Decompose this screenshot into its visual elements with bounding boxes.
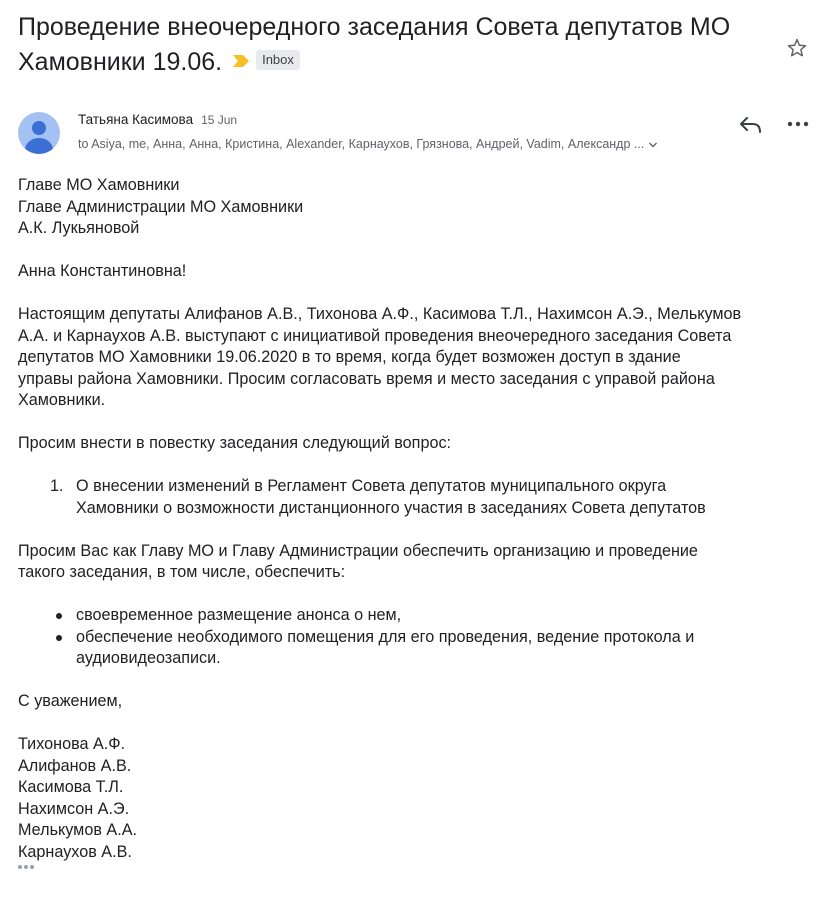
signature-line: Карнаухов А.В.: [18, 842, 132, 861]
recipients-text: to Asiya, me, Анна, Анна, Кристина, Alexander, Карнаухов, Грязнова, Андрей, Vadim, Александр ...: [78, 137, 645, 151]
sender-avatar[interactable]: [18, 112, 60, 154]
reply-icon[interactable]: [738, 114, 764, 136]
more-horizontal-icon[interactable]: [786, 118, 810, 130]
bullet-icon: [56, 635, 62, 641]
ellipsis-icon[interactable]: [18, 858, 40, 868]
signature-line: Нахимсон А.Э.: [18, 799, 130, 818]
email-subject: [18, 10, 778, 80]
closing: С уважением,: [18, 692, 123, 710]
signature-line: Касимова Т.Л.: [18, 778, 124, 796]
inbox-label-badge[interactable]: Inbox: [256, 50, 300, 70]
bullet-icon: [56, 613, 62, 619]
sender-row: [78, 111, 237, 129]
star-icon[interactable]: [786, 37, 808, 59]
paragraph-line: такого заседания, в том числе, обеспечить:: [18, 563, 346, 581]
address-line: Главе МО Хамовники: [18, 176, 180, 194]
subject-line-2: Хамовники 19.06.: [18, 48, 223, 76]
signature-line: Алифанов А.В.: [18, 756, 132, 775]
list-item-line: своевременное размещение анонса о нем,: [76, 606, 402, 624]
paragraph-line: Просим Вас как Главу МО и Главу Администрации обеспечить организацию и проведение: [18, 541, 698, 560]
list-item-line: О внесении изменений в Регламент Совета депутатов муниципального округа: [76, 477, 667, 495]
email-body: [18, 175, 818, 863]
chevron-down-icon[interactable]: [648, 141, 658, 149]
agenda-request: Просим внести в повестку заседания следующий вопрос:: [18, 434, 452, 452]
signature-line: Тихонова А.Ф.: [18, 735, 126, 753]
organization-paragraph: [18, 541, 818, 584]
subject-line-1: Проведение внеочередного заседания Совета депутатов МО: [18, 13, 731, 41]
list-number: 1.: [50, 477, 64, 495]
list-item-line: Хамовники о возможности дистанционного участия в заседаниях Совета депутатов: [76, 498, 706, 517]
paragraph-line: депутатов МО Хамовники 19.06.2020 в то время, когда будет возможен доступ в здание: [18, 348, 681, 366]
sent-date: 15 Jun: [201, 113, 238, 127]
recipients-line[interactable]: [78, 135, 658, 153]
person-avatar-icon: [32, 121, 46, 135]
list-item-line: аудиовидеозаписи.: [76, 649, 221, 667]
signature-line: Мелькумов А.А.: [18, 821, 138, 839]
initiative-paragraph: [18, 304, 818, 412]
important-marker-icon[interactable]: [232, 54, 250, 68]
paragraph-line: А.А. и Карнаухов А.В. выступают с инициативой проведения внеочередного заседания Совета: [18, 326, 732, 345]
address-line: Главе Администрации МО Хамовники: [18, 197, 304, 216]
paragraph-line: Хамовники.: [18, 391, 106, 409]
sender-name[interactable]: Татьяна Касимова: [78, 112, 194, 127]
ordered-list-item: [18, 476, 818, 519]
email-subject-header: [18, 10, 778, 80]
bullet-list-item: [18, 605, 818, 627]
paragraph-line: управы района Хамовники. Просим согласовать время и место заседания с управой района: [18, 369, 715, 388]
paragraph-line: Настоящим депутаты Алифанов А.В., Тихонова А.Ф., Касимова Т.Л., Нахимсон А.Э., Мелькумов: [18, 305, 742, 323]
bullet-list-item: [18, 627, 818, 670]
list-item-line: обеспечение необходимого помещения для его проведения, ведение протокола и: [76, 627, 695, 646]
avatar-body-shape: [25, 138, 53, 154]
address-line: А.К. Лукьяновой: [18, 219, 140, 237]
greeting: Анна Константиновна!: [18, 262, 187, 280]
